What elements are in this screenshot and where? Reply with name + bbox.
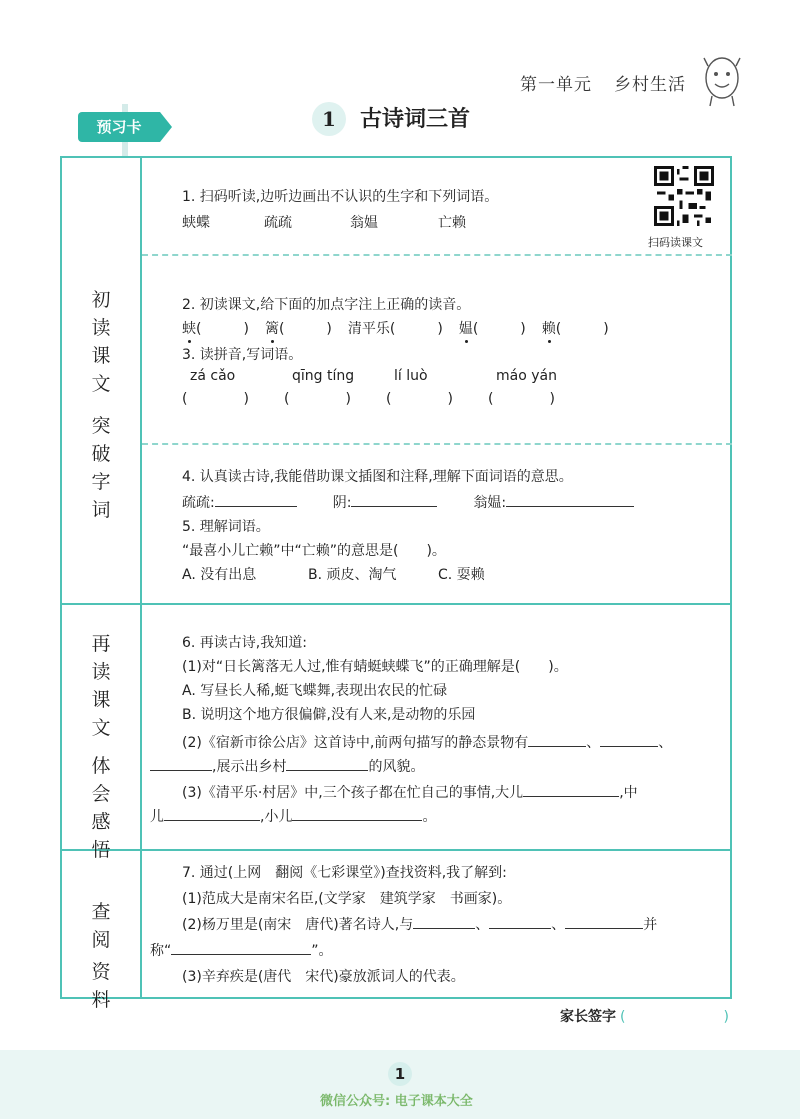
qr-code-icon: [654, 166, 714, 226]
q6-sub2-line2: ,展示出乡村 的风貌。: [150, 756, 424, 776]
q4-terms: 疏疏: 阴: 翁媪:: [182, 492, 634, 512]
unit-label: 第一单元: [520, 75, 592, 95]
q6-option-a: A. 写昼长人稀,蜓飞蝶舞,表现出农民的忙碌: [182, 683, 448, 699]
row-divider: [142, 254, 732, 256]
q4-instruction: 4. 认真读古诗,我能借助课文插图和注释,理解下面词语的意思。: [182, 469, 573, 485]
q1-words: [182, 212, 466, 232]
lesson-title: [312, 102, 470, 136]
section-label-first-read: 初 读 课 文 突 破 字 词: [91, 289, 111, 521]
wechat-watermark: 微信公众号: 电子课本大全: [320, 1094, 473, 1109]
q7-sub2-line2: 称“ ”。: [150, 940, 333, 960]
q7-instruction: 7. 通过(上网 翻阅《七彩课堂》)查找资料,我了解到:: [182, 865, 507, 881]
column-divider: [140, 156, 142, 999]
section-divider: [60, 849, 732, 851]
q6-instruction: 6. 再读古诗,我知道:: [182, 635, 307, 651]
mascot-icon: [700, 52, 744, 108]
q2-items: 蛱( ) 篱( ) 清平乐( ) 媪( ) 赖( ): [182, 321, 609, 337]
row-divider: [142, 443, 732, 445]
page-number: 1: [388, 1062, 412, 1086]
preview-tag-label: 预习卡: [78, 112, 160, 142]
word: 翁媪: [350, 215, 378, 231]
preview-tag: [78, 112, 172, 142]
q5-question: “最喜小儿亡赖”中“亡赖”的意思是( )。: [182, 543, 446, 559]
section-label-research: 查阅 资料: [91, 901, 111, 1011]
q7-sub3: (3)辛弃疾是(唐代 宋代)豪放派词人的代表。: [182, 969, 465, 985]
q5-options: A. 没有出息 B. 顽皮、淘气 C. 耍赖: [182, 567, 485, 583]
parent-signature: [560, 1006, 729, 1026]
q6-option-b: B. 说明这个地方很偏僻,没有人来,是动物的乐园: [182, 707, 476, 723]
q6-sub3-line2: 儿 ,小儿 。: [150, 806, 436, 826]
q6-sub1: (1)对“日长篱落无人过,惟有蜻蜓蛱蝶飞”的正确理解是( )。: [182, 659, 568, 675]
unit-header: [520, 70, 686, 95]
signature-field[interactable]: ( ): [620, 1009, 729, 1025]
q3-answer-boxes: ( ) ( ) ( ) ( ): [182, 391, 555, 407]
q3-instruction: 3. 读拼音,写词语。: [182, 347, 303, 363]
q7-sub2-line1: (2)杨万里是(南宋 唐代)著名诗人,与 、 、 并: [182, 914, 657, 934]
lesson-name: 古诗词三首: [360, 106, 471, 132]
q2-instruction: 2. 初读课文,给下面的加点字注上正确的读音。: [182, 297, 471, 313]
signature-label: 家长签字: [560, 1009, 616, 1025]
unit-theme: 乡村生活: [614, 75, 686, 95]
section-divider: [60, 603, 732, 605]
word: 疏疏: [264, 215, 292, 231]
lesson-number: 1: [312, 102, 346, 136]
q1-instruction: 1. 扫码听读,边听边画出不认识的生字和下列词语。: [182, 189, 499, 205]
q6-sub3-line1: (3)《清平乐·村居》中,三个孩子都在忙自己的事情,大儿 ,中: [182, 782, 638, 802]
q5-instruction: 5. 理解词语。: [182, 519, 270, 535]
q7-sub1: (1)范成大是南宋名臣,(文学家 建筑学家 书画家)。: [182, 891, 512, 907]
q6-sub2-line1: (2)《宿新市徐公店》这首诗中,前两句描写的静态景物有 、 、: [182, 732, 672, 752]
section-label-reread: 再 读 课 文 体 会 感 悟: [91, 633, 111, 861]
word: 蛱蝶: [182, 215, 210, 231]
q3-pinyin: zá cǎo qīng tíng lí luò máo yán: [190, 368, 557, 384]
qr-caption: 扫码读课文: [648, 236, 703, 249]
word: 亡赖: [438, 215, 466, 231]
